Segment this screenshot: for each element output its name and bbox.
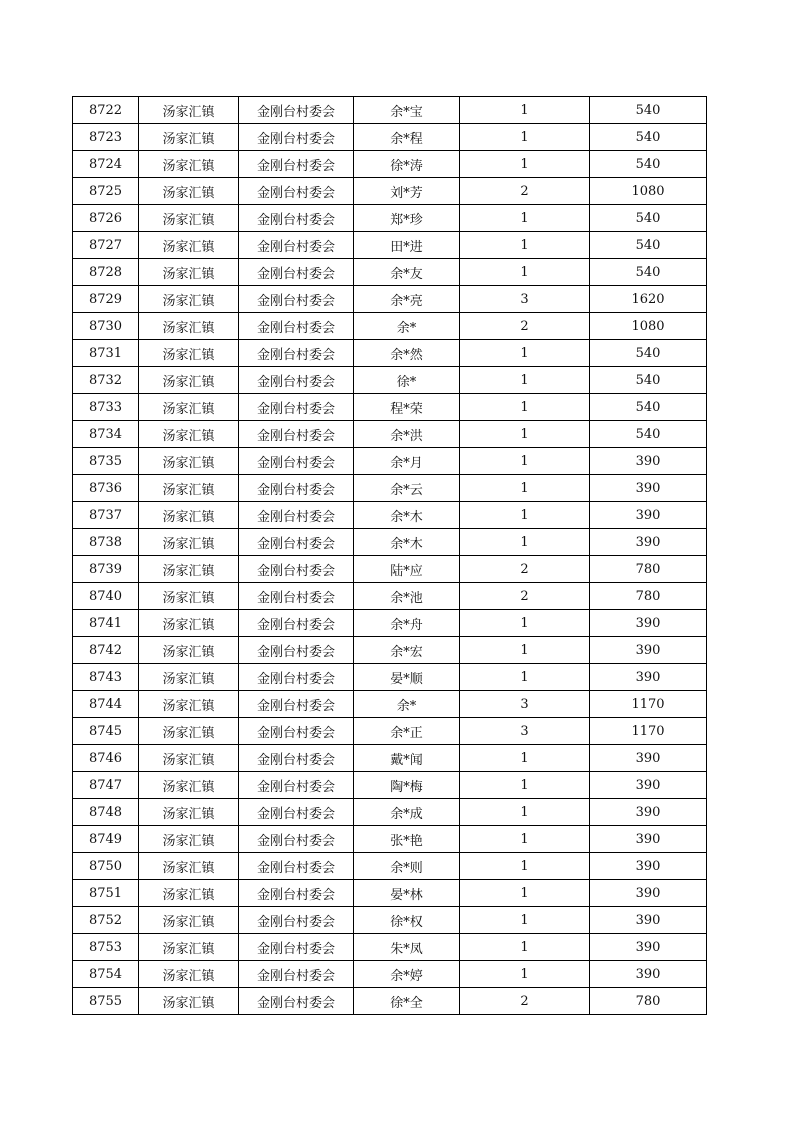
table-row [73,691,707,718]
household-count-cell: 1 [460,124,590,151]
serial-number-cell: 8727 [73,232,139,259]
serial-number-cell: 8745 [73,718,139,745]
person-name-cell: 余*正 [354,718,460,745]
household-count-cell: 1 [460,853,590,880]
village-committee-cell: 金刚台村委会 [239,502,354,529]
serial-number-cell: 8747 [73,772,139,799]
serial-number-cell: 8730 [73,313,139,340]
person-name-cell: 张*艳 [354,826,460,853]
person-name-cell: 晏*顺 [354,664,460,691]
serial-number-cell: 8726 [73,205,139,232]
village-committee-cell: 金刚台村委会 [239,880,354,907]
amount-cell: 540 [590,151,707,178]
village-committee-cell: 金刚台村委会 [239,907,354,934]
amount-cell: 540 [590,259,707,286]
serial-number-cell: 8746 [73,745,139,772]
table-row [73,421,707,448]
amount-cell: 390 [590,907,707,934]
village-committee-cell: 金刚台村委会 [239,691,354,718]
amount-cell: 390 [590,502,707,529]
household-count-cell: 1 [460,772,590,799]
amount-cell: 390 [590,961,707,988]
village-committee-cell: 金刚台村委会 [239,556,354,583]
person-name-cell: 余*池 [354,583,460,610]
amount-cell: 390 [590,664,707,691]
serial-number-cell: 8723 [73,124,139,151]
person-name-cell: 余*成 [354,799,460,826]
town-cell: 汤家汇镇 [139,286,239,313]
household-count-cell: 2 [460,988,590,1015]
household-count-cell: 1 [460,907,590,934]
serial-number-cell: 8754 [73,961,139,988]
village-committee-cell: 金刚台村委会 [239,286,354,313]
village-committee-cell: 金刚台村委会 [239,934,354,961]
town-cell: 汤家汇镇 [139,907,239,934]
table-row [73,853,707,880]
village-committee-cell: 金刚台村委会 [239,313,354,340]
household-count-cell: 1 [460,367,590,394]
town-cell: 汤家汇镇 [139,367,239,394]
serial-number-cell: 8751 [73,880,139,907]
household-count-cell: 1 [460,259,590,286]
town-cell: 汤家汇镇 [139,205,239,232]
table-row [73,97,707,124]
amount-cell: 780 [590,556,707,583]
village-committee-cell: 金刚台村委会 [239,718,354,745]
serial-number-cell: 8750 [73,853,139,880]
records-table [72,96,707,1015]
person-name-cell: 余*则 [354,853,460,880]
table-row [73,502,707,529]
amount-cell: 1170 [590,691,707,718]
table-row [73,637,707,664]
village-committee-cell: 金刚台村委会 [239,232,354,259]
serial-number-cell: 8753 [73,934,139,961]
village-committee-cell: 金刚台村委会 [239,394,354,421]
table-row [73,475,707,502]
person-name-cell: 徐*全 [354,988,460,1015]
household-count-cell: 1 [460,475,590,502]
person-name-cell: 余* [354,691,460,718]
table-row [73,151,707,178]
household-count-cell: 1 [460,232,590,259]
household-count-cell: 2 [460,556,590,583]
amount-cell: 390 [590,799,707,826]
table-row [73,448,707,475]
table-row [73,529,707,556]
serial-number-cell: 8752 [73,907,139,934]
household-count-cell: 1 [460,880,590,907]
town-cell: 汤家汇镇 [139,556,239,583]
serial-number-cell: 8755 [73,988,139,1015]
serial-number-cell: 8736 [73,475,139,502]
amount-cell: 390 [590,475,707,502]
table-row [73,286,707,313]
town-cell: 汤家汇镇 [139,259,239,286]
serial-number-cell: 8731 [73,340,139,367]
amount-cell: 390 [590,637,707,664]
amount-cell: 540 [590,232,707,259]
serial-number-cell: 8749 [73,826,139,853]
amount-cell: 1080 [590,313,707,340]
amount-cell: 780 [590,988,707,1015]
town-cell: 汤家汇镇 [139,934,239,961]
table-row [73,799,707,826]
town-cell: 汤家汇镇 [139,772,239,799]
village-committee-cell: 金刚台村委会 [239,988,354,1015]
household-count-cell: 1 [460,637,590,664]
village-committee-cell: 金刚台村委会 [239,583,354,610]
amount-cell: 540 [590,394,707,421]
village-committee-cell: 金刚台村委会 [239,610,354,637]
town-cell: 汤家汇镇 [139,421,239,448]
household-count-cell: 1 [460,745,590,772]
person-name-cell: 刘*芳 [354,178,460,205]
records-table-body [73,97,707,1015]
table-row [73,718,707,745]
village-committee-cell: 金刚台村委会 [239,529,354,556]
household-count-cell: 1 [460,934,590,961]
village-committee-cell: 金刚台村委会 [239,772,354,799]
amount-cell: 390 [590,745,707,772]
village-committee-cell: 金刚台村委会 [239,259,354,286]
amount-cell: 540 [590,124,707,151]
amount-cell: 390 [590,448,707,475]
person-name-cell: 徐*权 [354,907,460,934]
amount-cell: 390 [590,880,707,907]
serial-number-cell: 8725 [73,178,139,205]
town-cell: 汤家汇镇 [139,691,239,718]
village-committee-cell: 金刚台村委会 [239,151,354,178]
amount-cell: 390 [590,610,707,637]
town-cell: 汤家汇镇 [139,637,239,664]
household-count-cell: 3 [460,691,590,718]
village-committee-cell: 金刚台村委会 [239,205,354,232]
amount-cell: 540 [590,340,707,367]
amount-cell: 540 [590,97,707,124]
table-row [73,259,707,286]
person-name-cell: 陆*应 [354,556,460,583]
town-cell: 汤家汇镇 [139,529,239,556]
household-count-cell: 2 [460,178,590,205]
table-row [73,664,707,691]
amount-cell: 1170 [590,718,707,745]
village-committee-cell: 金刚台村委会 [239,367,354,394]
town-cell: 汤家汇镇 [139,124,239,151]
household-count-cell: 3 [460,286,590,313]
village-committee-cell: 金刚台村委会 [239,664,354,691]
person-name-cell: 徐*涛 [354,151,460,178]
village-committee-cell: 金刚台村委会 [239,475,354,502]
serial-number-cell: 8737 [73,502,139,529]
town-cell: 汤家汇镇 [139,880,239,907]
amount-cell: 780 [590,583,707,610]
table-row [73,907,707,934]
town-cell: 汤家汇镇 [139,151,239,178]
household-count-cell: 1 [460,448,590,475]
household-count-cell: 1 [460,421,590,448]
person-name-cell: 郑*珍 [354,205,460,232]
table-row [73,583,707,610]
table-row [73,745,707,772]
person-name-cell: 余*宏 [354,637,460,664]
town-cell: 汤家汇镇 [139,475,239,502]
table-row [73,313,707,340]
town-cell: 汤家汇镇 [139,97,239,124]
household-count-cell: 1 [460,502,590,529]
town-cell: 汤家汇镇 [139,799,239,826]
town-cell: 汤家汇镇 [139,718,239,745]
household-count-cell: 1 [460,610,590,637]
town-cell: 汤家汇镇 [139,313,239,340]
person-name-cell: 徐* [354,367,460,394]
household-count-cell: 2 [460,583,590,610]
table-row [73,124,707,151]
town-cell: 汤家汇镇 [139,988,239,1015]
serial-number-cell: 8734 [73,421,139,448]
table-row [73,178,707,205]
person-name-cell: 晏*林 [354,880,460,907]
village-committee-cell: 金刚台村委会 [239,853,354,880]
amount-cell: 540 [590,205,707,232]
town-cell: 汤家汇镇 [139,961,239,988]
person-name-cell: 余*婷 [354,961,460,988]
person-name-cell: 余*洪 [354,421,460,448]
serial-number-cell: 8722 [73,97,139,124]
village-committee-cell: 金刚台村委会 [239,97,354,124]
village-committee-cell: 金刚台村委会 [239,826,354,853]
serial-number-cell: 8732 [73,367,139,394]
household-count-cell: 3 [460,718,590,745]
serial-number-cell: 8748 [73,799,139,826]
village-committee-cell: 金刚台村委会 [239,421,354,448]
town-cell: 汤家汇镇 [139,853,239,880]
person-name-cell: 陶*梅 [354,772,460,799]
serial-number-cell: 8744 [73,691,139,718]
town-cell: 汤家汇镇 [139,826,239,853]
serial-number-cell: 8733 [73,394,139,421]
household-count-cell: 2 [460,313,590,340]
serial-number-cell: 8740 [73,583,139,610]
town-cell: 汤家汇镇 [139,664,239,691]
person-name-cell: 余*木 [354,529,460,556]
person-name-cell: 余*云 [354,475,460,502]
village-committee-cell: 金刚台村委会 [239,340,354,367]
table-row [73,988,707,1015]
table-row [73,961,707,988]
town-cell: 汤家汇镇 [139,583,239,610]
person-name-cell: 余*友 [354,259,460,286]
town-cell: 汤家汇镇 [139,502,239,529]
table-row [73,934,707,961]
household-count-cell: 1 [460,961,590,988]
person-name-cell: 余*程 [354,124,460,151]
household-count-cell: 1 [460,799,590,826]
amount-cell: 540 [590,367,707,394]
town-cell: 汤家汇镇 [139,448,239,475]
serial-number-cell: 8724 [73,151,139,178]
town-cell: 汤家汇镇 [139,178,239,205]
serial-number-cell: 8741 [73,610,139,637]
serial-number-cell: 8742 [73,637,139,664]
amount-cell: 540 [590,421,707,448]
table-row [73,205,707,232]
household-count-cell: 1 [460,664,590,691]
person-name-cell: 戴*闻 [354,745,460,772]
table-row [73,394,707,421]
household-count-cell: 1 [460,151,590,178]
town-cell: 汤家汇镇 [139,340,239,367]
village-committee-cell: 金刚台村委会 [239,961,354,988]
person-name-cell: 田*进 [354,232,460,259]
village-committee-cell: 金刚台村委会 [239,637,354,664]
serial-number-cell: 8735 [73,448,139,475]
serial-number-cell: 8743 [73,664,139,691]
person-name-cell: 余*宝 [354,97,460,124]
household-count-cell: 1 [460,394,590,421]
person-name-cell: 程*荣 [354,394,460,421]
amount-cell: 390 [590,934,707,961]
table-row [73,826,707,853]
person-name-cell: 余* [354,313,460,340]
village-committee-cell: 金刚台村委会 [239,178,354,205]
person-name-cell: 余*亮 [354,286,460,313]
town-cell: 汤家汇镇 [139,232,239,259]
serial-number-cell: 8738 [73,529,139,556]
amount-cell: 390 [590,772,707,799]
household-count-cell: 1 [460,340,590,367]
table-row [73,232,707,259]
person-name-cell: 余*舟 [354,610,460,637]
town-cell: 汤家汇镇 [139,394,239,421]
amount-cell: 1620 [590,286,707,313]
serial-number-cell: 8728 [73,259,139,286]
person-name-cell: 余*月 [354,448,460,475]
amount-cell: 390 [590,529,707,556]
serial-number-cell: 8729 [73,286,139,313]
serial-number-cell: 8739 [73,556,139,583]
amount-cell: 1080 [590,178,707,205]
village-committee-cell: 金刚台村委会 [239,799,354,826]
person-name-cell: 朱*凤 [354,934,460,961]
village-committee-cell: 金刚台村委会 [239,745,354,772]
household-count-cell: 1 [460,826,590,853]
village-committee-cell: 金刚台村委会 [239,124,354,151]
town-cell: 汤家汇镇 [139,610,239,637]
household-count-cell: 1 [460,529,590,556]
table-row [73,880,707,907]
table-row [73,340,707,367]
village-committee-cell: 金刚台村委会 [239,448,354,475]
table-row [73,367,707,394]
amount-cell: 390 [590,853,707,880]
person-name-cell: 余*木 [354,502,460,529]
table-row [73,610,707,637]
table-row [73,772,707,799]
household-count-cell: 1 [460,205,590,232]
town-cell: 汤家汇镇 [139,745,239,772]
household-count-cell: 1 [460,97,590,124]
table-row [73,556,707,583]
person-name-cell: 余*然 [354,340,460,367]
amount-cell: 390 [590,826,707,853]
